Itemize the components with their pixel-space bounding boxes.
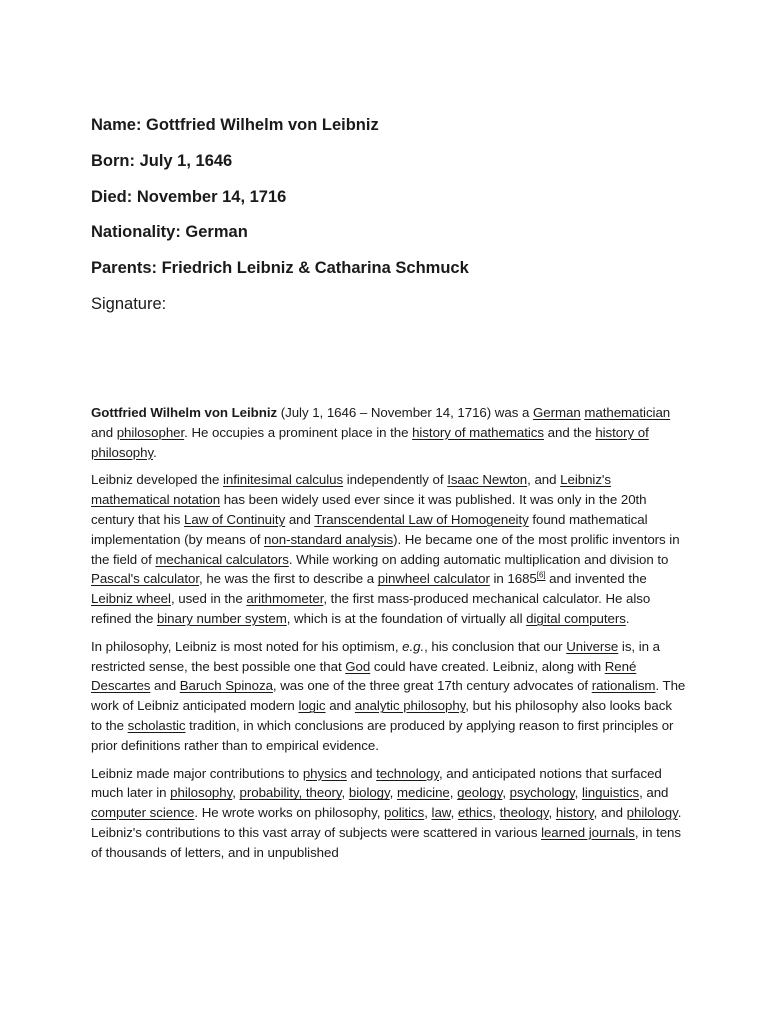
paragraph-4 <box>91 764 686 863</box>
link-philology[interactable]: philology <box>626 805 678 821</box>
link-universe[interactable]: Universe <box>566 638 619 654</box>
link-ren-descartes[interactable]: René Descartes <box>91 658 637 694</box>
text-run: Leibniz developed the <box>91 472 223 488</box>
text-run: and <box>150 678 180 694</box>
text-run: and <box>346 765 377 781</box>
link-analytic-philosophy[interactable]: analytic philosophy <box>354 698 466 714</box>
text-run: , and <box>527 472 561 488</box>
text-run: , <box>574 785 582 801</box>
text-run: independently of <box>343 472 448 488</box>
text-run: , <box>341 785 349 801</box>
text-run: is, in a restricted sense, the best possible one that <box>91 638 660 674</box>
link-history-of-philosophy[interactable]: history of philosophy <box>91 424 649 460</box>
text-run: , and <box>593 805 627 821</box>
link-isaac-newton[interactable]: Isaac Newton <box>447 472 528 488</box>
link-psychology[interactable]: psychology <box>509 785 575 801</box>
text-run: , <box>449 785 458 801</box>
text-run: , the first mass-produced mechanical calculator. He also refined the <box>91 591 651 626</box>
link-politics[interactable]: politics <box>384 805 425 821</box>
link-mathematician[interactable]: mathematician <box>584 405 671 420</box>
died-field: Died: November 14, 1716 <box>91 188 287 206</box>
link-rationalism[interactable]: rationalism <box>591 678 656 694</box>
text-run: , used in the <box>170 591 247 607</box>
link-leibniz-s-mathematical-notation[interactable]: Leibniz's mathematical notation <box>91 472 611 508</box>
parents-field: Parents: Friedrich Leibniz & Catharina Schmuck <box>91 259 469 277</box>
name-field: Name: Gottfried Wilhelm von Leibniz <box>91 116 379 134</box>
link-god[interactable]: God <box>345 658 371 674</box>
text-run: . The work of Leibniz anticipated modern <box>91 678 686 714</box>
text-run: could have created. Leibniz, along with <box>370 658 605 674</box>
paragraph-3 <box>91 637 686 756</box>
biography-text <box>91 403 686 871</box>
text-run: , and <box>639 785 669 801</box>
text-run: . He wrote works on philosophy, <box>194 805 384 821</box>
link-arithmometer[interactable]: arithmometer <box>246 591 324 607</box>
link-medicine[interactable]: medicine <box>396 785 450 801</box>
link-physics[interactable]: physics <box>302 765 347 781</box>
signature-label: Signature: <box>91 295 167 313</box>
link-history[interactable]: history <box>555 805 594 821</box>
nationality-field: Nationality: German <box>91 223 248 241</box>
link-philosophy[interactable]: philosophy <box>170 785 233 801</box>
link-transcendental-law-of-homogeneity[interactable]: Transcendental Law of Homogeneity <box>314 511 529 527</box>
link-german[interactable]: German <box>532 405 581 420</box>
link-infinitesimal-calculus[interactable]: infinitesimal calculus <box>222 472 344 488</box>
text-run: . <box>153 444 157 460</box>
link-technology[interactable]: technology <box>376 765 439 781</box>
paragraph-1 <box>91 403 686 462</box>
link-pascal-s-calculator[interactable]: Pascal's calculator <box>91 571 200 587</box>
link-computer-science[interactable]: computer science <box>91 805 195 821</box>
link-pinwheel-calculator[interactable]: pinwheel calculator <box>377 571 490 587</box>
text-run: . Leibniz's contributions to this vast array of subjects were scattered in various <box>91 805 682 840</box>
link-biology[interactable]: biology <box>348 785 390 801</box>
link-binary-number-system[interactable]: binary number system <box>156 610 287 626</box>
text-run: , which is at the foundation of virtually all <box>286 610 527 626</box>
text-run: , <box>502 785 510 801</box>
born-field: Born: July 1, 1646 <box>91 152 233 170</box>
citation-link[interactable]: [6] <box>536 570 546 580</box>
link-theology[interactable]: theology <box>499 805 549 821</box>
link-philosopher[interactable]: philosopher <box>116 424 185 440</box>
link-geology[interactable]: geology <box>457 785 503 801</box>
citation-sup <box>537 571 546 580</box>
link-leibniz-wheel[interactable]: Leibniz wheel <box>91 591 171 607</box>
text-run: In philosophy, Leibniz is most noted for his optimism, <box>91 638 403 654</box>
text-run: , and anticipated notions that surfaced much later in <box>91 765 662 801</box>
subject-name: Gottfried Wilhelm von Leibniz <box>91 405 278 420</box>
text-run: . While working on adding automatic multiplication and division to <box>288 551 669 567</box>
paragraph-2 <box>91 470 686 628</box>
text-run: found mathematical implementation (by means of <box>91 511 648 547</box>
link-non-standard-analysis[interactable]: non-standard analysis <box>264 531 394 547</box>
text-run: , <box>424 805 432 821</box>
text-run: and invented the <box>545 571 647 587</box>
text-run: in 1685 <box>489 571 537 587</box>
link-history-of-mathematics[interactable]: history of mathematics <box>412 424 544 440</box>
link-linguistics[interactable]: linguistics <box>581 785 640 801</box>
text-run: , was one of the three great 17th century advocates of <box>272 678 592 694</box>
text-run: , <box>450 805 458 821</box>
link-probability-theory[interactable]: probability, theory <box>239 785 342 801</box>
text-run: has been widely used ever since it was published. It was only in the 20th century that his <box>91 492 647 527</box>
text-run: , in tens of thousands of letters, and in unpublished <box>91 824 682 860</box>
italic-text: e.g. <box>402 638 425 654</box>
text-run: tradition, in which conclusions are produced by applying reason to first principles or prior definitions rather than to empirical evidence. <box>91 717 674 753</box>
link-law[interactable]: law <box>431 805 451 821</box>
link-ethics[interactable]: ethics <box>457 805 493 821</box>
text-run: , his conclusion that our <box>424 638 567 654</box>
link-logic[interactable]: logic <box>298 698 326 714</box>
text-run: , <box>548 805 556 821</box>
text-run: , <box>232 785 240 801</box>
text-run: and <box>91 424 117 440</box>
text-run: . <box>625 610 630 626</box>
text-run: , but his philosophy also looks back to the <box>91 698 672 733</box>
text-run: (July 1, 1646 – November 14, 1716) was a <box>277 405 533 420</box>
text-run: , he was the first to describe a <box>199 571 378 587</box>
link-digital-computers[interactable]: digital computers <box>526 610 626 626</box>
text-run: and <box>325 698 355 714</box>
link-law-of-continuity[interactable]: Law of Continuity <box>184 511 286 527</box>
text-run: and the <box>544 424 596 440</box>
text-run: ). He became one of the most prolific inventors in the field of <box>91 531 680 567</box>
text-run: Leibniz made major contributions to <box>91 765 303 781</box>
text-run: , <box>389 785 397 801</box>
link-scholastic[interactable]: scholastic <box>127 717 186 733</box>
link-learned-journals[interactable]: learned journals <box>541 824 635 840</box>
text-run: and <box>285 511 315 527</box>
link-baruch-spinoza[interactable]: Baruch Spinoza <box>179 678 273 694</box>
link-mechanical-calculators[interactable]: mechanical calculators <box>155 551 289 567</box>
text-run: . He occupies a prominent place in the <box>184 424 413 440</box>
text-run: , <box>492 805 500 821</box>
